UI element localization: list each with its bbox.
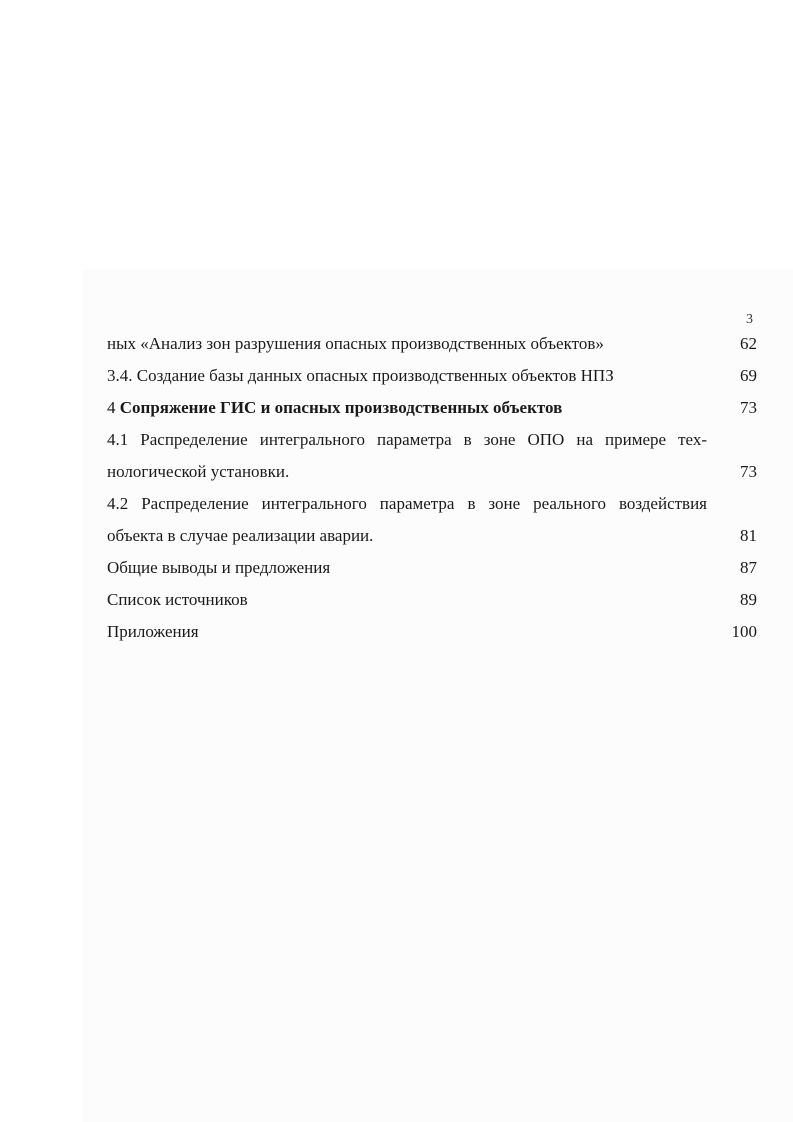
toc-entry-page: 89: [740, 590, 757, 609]
toc-entry-page: 62: [740, 334, 757, 353]
toc-entry-title-part: Приложения: [107, 622, 199, 641]
toc-entry: [107, 520, 757, 552]
toc-entry-title: [107, 456, 289, 488]
toc-entry: [107, 616, 757, 648]
toc-entry-page: 87: [740, 558, 757, 577]
toc-entry-page: 100: [731, 622, 757, 641]
toc-entry-title-bold: Сопряжение ГИС и опасных производственных объектов: [119, 398, 563, 417]
toc-entry-title: [107, 328, 604, 360]
toc-entry-title-part: 4.2 Распределение интегрального параметра в зоне реального воздействия: [107, 494, 707, 513]
toc-entry-title-part: Общие выводы и предложения: [107, 558, 331, 577]
toc-entry-title: [107, 488, 707, 520]
toc-entry: [107, 360, 757, 392]
toc-entry-title-part: объекта в случае реализации аварии.: [107, 526, 374, 545]
toc-entry-title: [107, 392, 562, 424]
toc-entry-page: 73: [740, 398, 757, 417]
page-number: 3: [746, 312, 753, 327]
toc-entry-page: 73: [740, 462, 757, 481]
toc-entry-title: [107, 584, 248, 616]
toc-entry-title: [107, 360, 614, 392]
toc-entry-title: [107, 552, 330, 584]
toc-entry: [107, 552, 757, 584]
toc-entry: [107, 392, 757, 424]
toc-entry-title-part: 3.4. Создание базы данных опасных производственных объектов НПЗ: [107, 366, 614, 385]
toc-entry-page: 81: [740, 526, 757, 545]
table-of-contents: [107, 328, 757, 648]
toc-entry-title-part: нологической установки.: [107, 462, 290, 481]
toc-entry-title: [107, 520, 373, 552]
toc-entry: [107, 424, 757, 456]
toc-entry: [107, 584, 757, 616]
toc-entry-title-part: Список источников: [107, 590, 248, 609]
toc-entry: [107, 328, 757, 360]
toc-entry-title: [107, 616, 199, 648]
toc-entry-title-part: 4.1 Распределение интегрального параметра в зоне ОПО на примере тех-: [107, 430, 707, 449]
toc-entry-title-part: 4: [107, 398, 120, 417]
toc-entry-title: [107, 424, 707, 456]
toc-entry: [107, 456, 757, 488]
toc-entry-page: 69: [740, 366, 757, 385]
toc-entry-title-part: ных «Анализ зон разрушения опасных производственных объектов»: [107, 334, 604, 353]
toc-entry: [107, 488, 757, 520]
